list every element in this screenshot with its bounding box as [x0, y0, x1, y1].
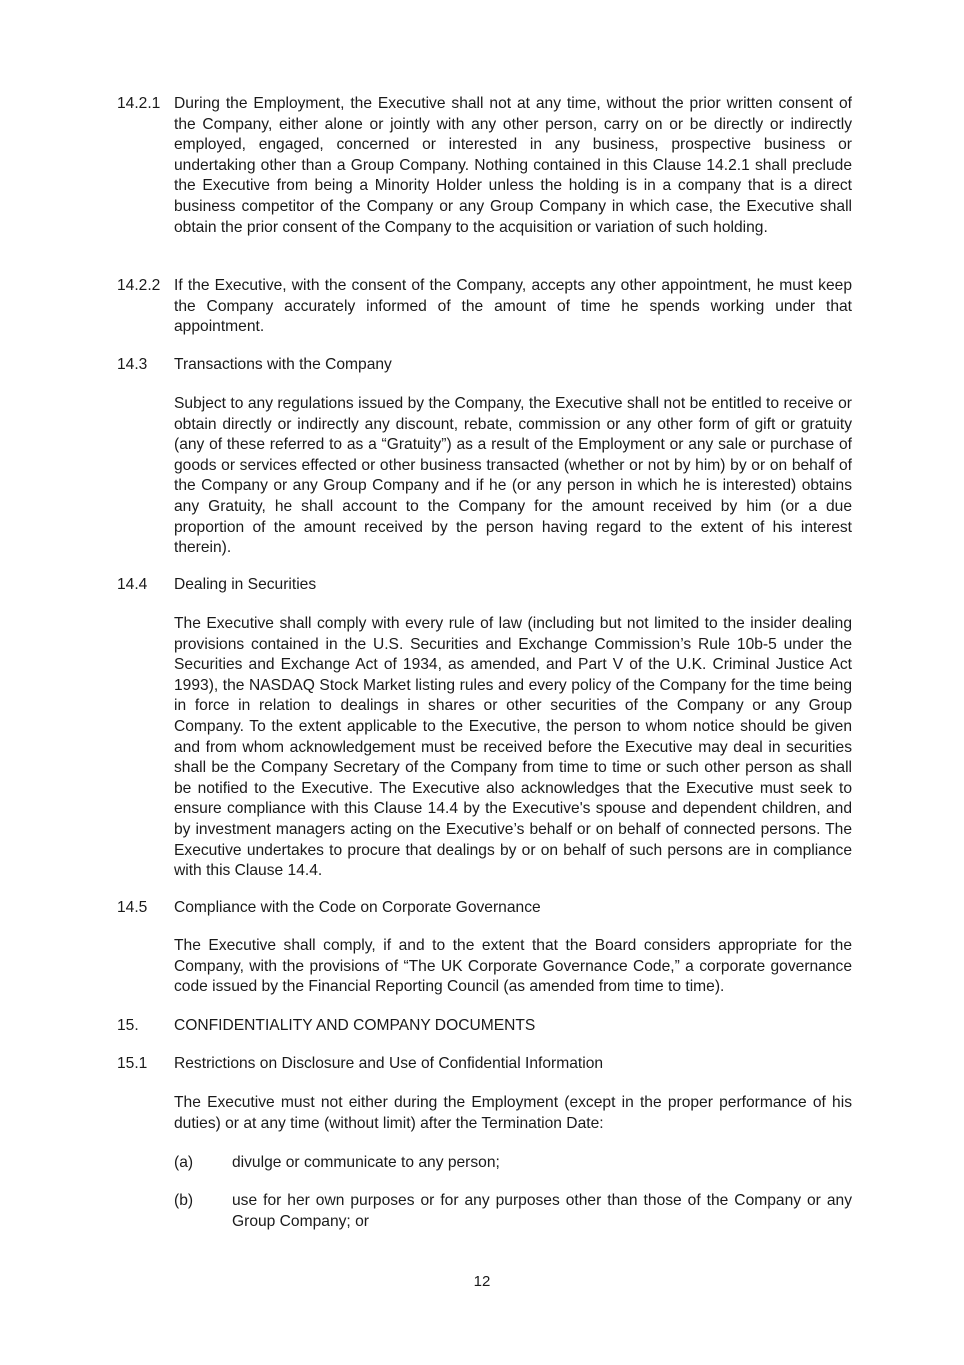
list-item-text: use for her own purposes or for any purposes other than those of the Company or any Group Company; or	[232, 1192, 852, 1230]
clause-15-1-body: The Executive must not either during the Employment (except in the proper performance of his duties) or at any time (without limit) after the Termination Date:	[174, 1094, 852, 1132]
clause-heading: Dealing in Securities	[174, 576, 317, 593]
clause-heading: Transactions with the Company	[174, 356, 392, 373]
list-item-text: divulge or communicate to any person;	[232, 1154, 500, 1171]
list-item-label: (a)	[174, 1154, 194, 1171]
clause-number: 14.4	[117, 576, 148, 593]
clause-14-5-body: The Executive shall comply, if and to the extent that the Board considers appropriate for the Company, with the provisions of “The UK Corporate Governance Code,” a corporate governance code issued by the Financial Reporting Council (as amended from time to time).	[174, 937, 852, 996]
section-number: 15.	[117, 1017, 139, 1034]
clause-number: 15.1	[117, 1055, 148, 1072]
clause-14-3-body: Subject to any regulations issued by the Company, the Executive shall not be entitled to receive or obtain directly or indirectly any discount, rebate, commission or any other form of gift or gratuity (any of these referred to as a “Gratuity”) as a result of the Employment or any sale or purchase of goods or services effected or other business transacted (whether or not by him) by or on behalf of the Company or any Group Company and if he (or any person in which he is interested) obtains any Gratuity, he shall account to the Company for the amount received by him (or a due proportion of the amount received by the person having regard to the extent of his interest therein).	[174, 395, 852, 557]
section-heading: CONFIDENTIALITY AND COMPANY DOCUMENTS	[174, 1017, 536, 1034]
clause-number: 14.3	[117, 356, 148, 373]
clause-number: 14.5	[117, 899, 148, 916]
clause-number: 14.2.2	[117, 277, 161, 294]
list-item-label: (b)	[174, 1192, 194, 1209]
page-number: 12	[473, 1273, 491, 1290]
clause-text: If the Executive, with the consent of the Company, accepts any other appointment, he must keep the Company accurately informed of the amount of time he spends working under that appointment.	[174, 277, 852, 336]
clause-number: 14.2.1	[117, 95, 161, 112]
clause-heading: Compliance with the Code on Corporate Governance	[174, 899, 541, 916]
clause-14-4-body: The Executive shall comply with every rule of law (including but not limited to the insider dealing provisions contained in the U.S. Securities and Exchange Commission’s Rule 10b-5 under the Securities and Exchange Act of 1934, as amended, and Part V of the U.K. Criminal Justice Act 1993), the NASDAQ Stock Market listing rules and every policy of the Company for the time being in force in relation to dealings in shares or other securities of the Company or any Group Company. To the extent applicable to the Executive, the person to whom notice should be given and from whom acknowledgement must be received before the Executive may deal in securities shall be the Company Secretary of the Company from time to time or such other person as shall be notified to the Executive. The Executive also acknowledges that the Executive must seek to ensure compliance with this Clause 14.4 by the Executive's spouse and dependent children, and by investment managers acting on the Executive’s behalf or on behalf of connected persons. The Executive undertakes to procure that dealings by or on behalf of such persons are in compliance with this Clause 14.4.	[174, 615, 852, 880]
clause-text: During the Employment, the Executive shall not at any time, without the prior written consent of the Company, either alone or jointly with any other person, carry on or be directly or indirectly employed, engaged, concerned or interested in any business, prospective business or undertaking other than a Group Company. Nothing contained in this Clause 14.2.1 shall preclude the Executive from being a Minority Holder unless the holding is in a company that is a direct business competitor of the Company or any Group Company in which case, the Executive shall obtain the prior consent of the Company to the acquisition or variation of such holding.	[174, 95, 852, 236]
clause-heading: Restrictions on Disclosure and Use of Confidential Information	[174, 1055, 604, 1072]
